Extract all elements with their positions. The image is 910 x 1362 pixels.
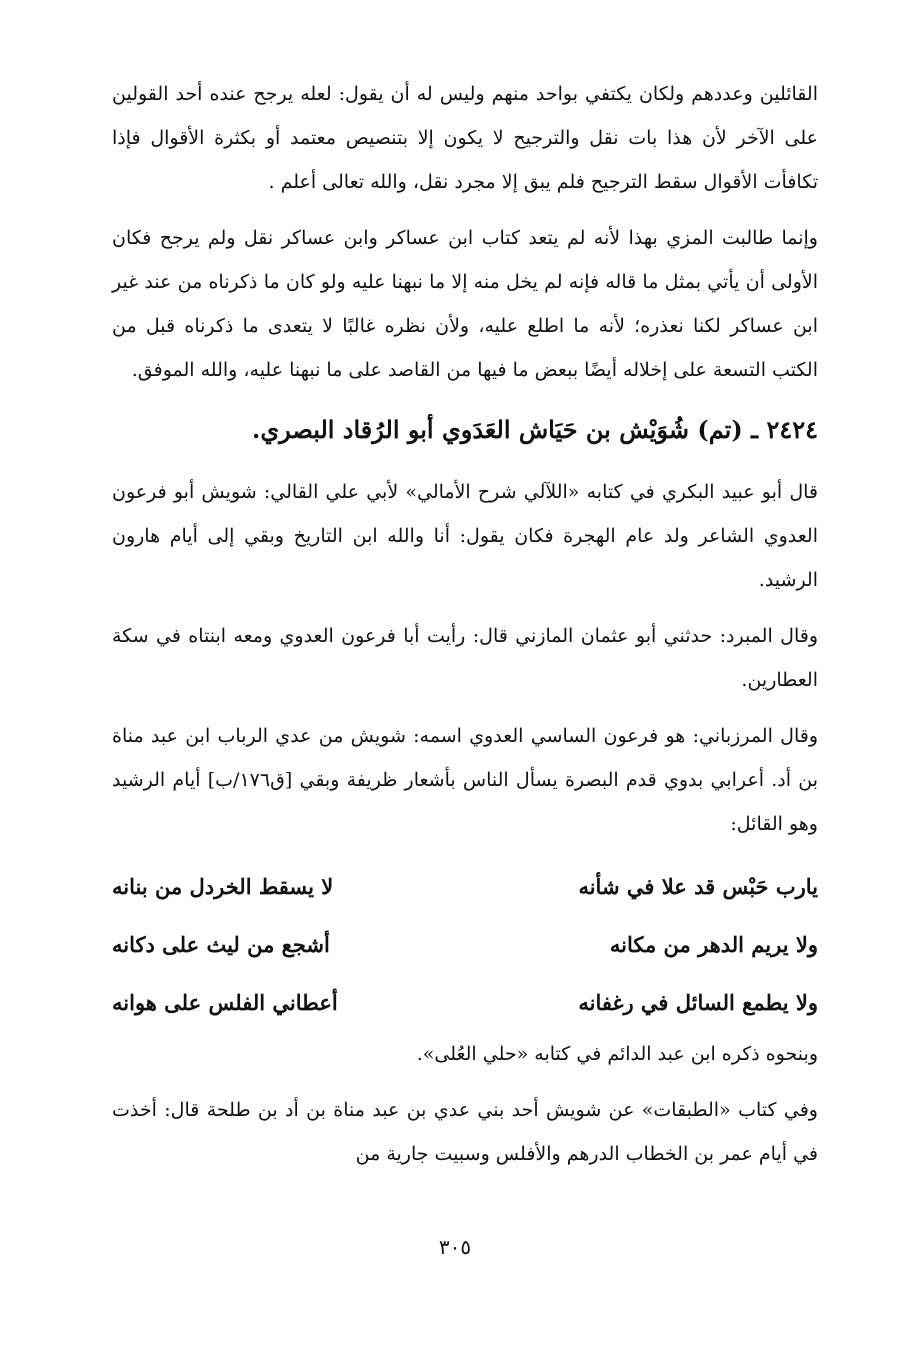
page-body	[112, 72, 818, 1188]
paragraph-3: قال أبو عبيد البكري في كتابه «اللآلي شرح الأمالي» لأبي علي القالي: شويش أبو فرعون العدوي الشاعر ولد عام الهجرة فكان يقول: أنا والله ابن التاريخ وبقي إلى أيام هارون الرشيد.	[112, 481, 818, 591]
paragraph-5: وقال المرزباني: هو فرعون الساسي العدوي اسمه: شويش من عدي الرباب ابن عبد مناة بن أد. أعرابي بدوي قدم البصرة يسأل الناس بأشعار ظريفة وبقي [ق١٧٦/ب] أيام الرشيد وهو القائل:	[112, 725, 819, 835]
verse-1-second-hemistich: لا يسقط الخردل من بنانه	[112, 874, 334, 899]
poem-verses	[112, 858, 818, 1032]
verse-2-second-hemistich: أشجع من ليث على دكانه	[112, 932, 330, 957]
verse-3-second-hemistich: أعطاني الفلس على هوانه	[112, 990, 338, 1015]
verse-2-first-hemistich: ولا يريم الدهر من مكانه	[609, 932, 818, 957]
paragraph-2: وإنما طالبت المزي بهذا لأنه لم يتعد كتاب ابن عساكر وابن عساكر نقل ولم يرجح فكان الأولى أن يأتي بمثل ما قاله فإنه لم يخل منه إلا ما نبهنا عليه ولو كان ما ذكرناه من عند غير ابن عساكر لكنا نعذره؛ لأنه ما اطلع عليه، ولأن نظره غالبًا لا يتعدى ما ذكرناه قبل من الكتب التسعة على إخلاله أيضًا ببعض ما فيها من القاصد على ما نبهنا عليه، والله الموفق.	[112, 227, 818, 381]
paragraph-1: القائلين وعددهم ولكان يكتفي بواحد منهم وليس له أن يقول: لعله يرجح عنده أحد القولين على الآخر لأن هذا بات نقل والترجيح لا يكون إلا بتنصيص معتمد أو بكثرة الأقوال فإذا تكافأت الأقوال سقط الترجيح فلم يبق إلا مجرد نقل، والله تعالى أعلم .	[112, 83, 818, 193]
page-number: ٣٠٥	[438, 1235, 472, 1259]
verse-1-first-hemistich: يارب حَبْس قد علا في شأنه	[578, 874, 818, 899]
verse-3-first-hemistich: ولا يطمع السائل في رغفانه	[578, 990, 818, 1015]
paragraph-6: وبنحوه ذكره ابن عبد الدائم في كتابه «حلي العُلى».	[416, 1043, 818, 1065]
entry-heading: ٢٤٢٤ ـ (تم) شُوَيْش بن حَيَاش العَدَوي أبو الرُقاد البصري.	[252, 415, 818, 444]
paragraph-7: وفي كتاب «الطبقات» عن شويش أحد بني عدي بن عبد مناة بن أد بن طلحة قال: أخذت في أيام عمر بن الخطاب الدرهم والأفلس وسبيت جارية من	[112, 1099, 818, 1165]
verse-2	[112, 916, 818, 974]
verse-3	[112, 974, 818, 1032]
verse-1	[112, 858, 818, 916]
paragraph-4: وقال المبرد: حدثني أبو عثمان المازني قال: رأيت أبا فرعون العدوي ومعه ابنتاه في سكة العطارين.	[112, 625, 818, 691]
